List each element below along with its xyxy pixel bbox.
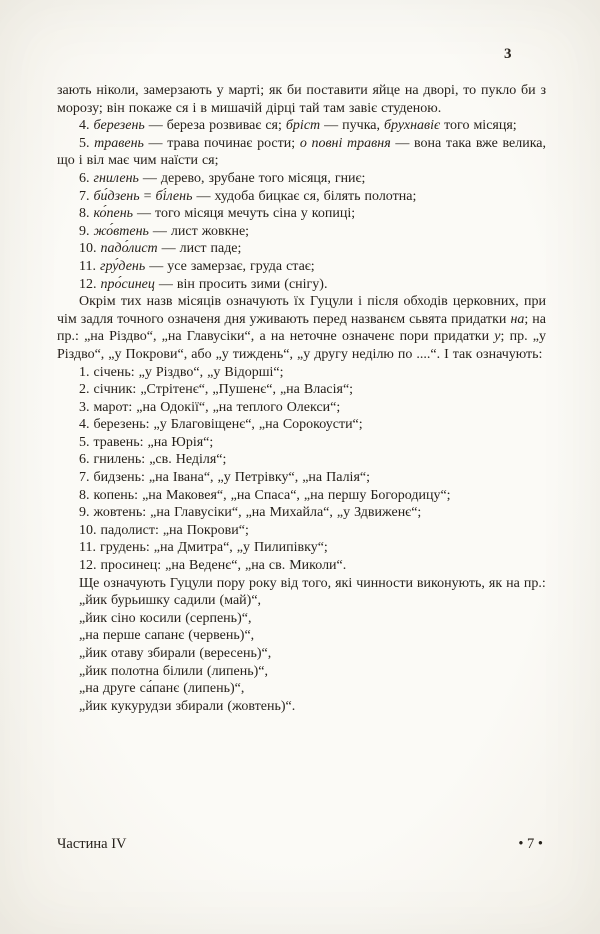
month-holidays-8 bbox=[57, 487, 546, 505]
text-segment: „йик полотна білили (липень)“, bbox=[79, 663, 269, 679]
text-segment: 6. гнилень: „св. Неділя“; bbox=[79, 452, 227, 468]
italic-term: бі́лень bbox=[155, 188, 193, 204]
italic-term: ко́пень bbox=[93, 206, 134, 222]
month-holidays-7 bbox=[57, 469, 546, 487]
text-segment: „йик кукурудзи збирали (жовтень)“. bbox=[79, 698, 296, 714]
text-segment: 7. bbox=[79, 188, 94, 204]
text-segment: „на друге са́панє (липень)“, bbox=[79, 681, 245, 697]
month-holidays-3 bbox=[57, 399, 546, 417]
text-segment: — усе замерзає, груда стає; bbox=[145, 258, 315, 274]
text-segment: 5. bbox=[79, 135, 95, 151]
text-segment: „йик сіно косили (серпень)“, bbox=[79, 610, 252, 626]
text-segment: 2. січник: „Стрітенє“, „Пушенє“, „на Власія“; bbox=[79, 382, 354, 398]
activity-quote-3 bbox=[79, 627, 546, 645]
text-segment: 6. bbox=[79, 170, 94, 186]
month-definition-10 bbox=[57, 240, 546, 258]
activity-quote-5 bbox=[79, 663, 546, 681]
text-segment: „на перше сапанє (червень)“, bbox=[79, 628, 255, 644]
text-segment: зають ніколи, замерзають у марті; як би поставити яйце на дворі, то пукло би з морозу; він покаже ся і в мишачій дірці тай там завіє студеною. bbox=[57, 83, 546, 116]
italic-term: би́дзень bbox=[93, 188, 140, 204]
activity-quote-1 bbox=[79, 592, 546, 610]
text-segment: Ще означують Гуцули пору року від того, які чинности виконують, як на пр.: bbox=[79, 575, 546, 591]
activity-quote-6 bbox=[79, 680, 546, 698]
page-body bbox=[57, 82, 546, 715]
text-segment: — лист жовкне; bbox=[148, 223, 250, 239]
text-segment: того місяця; bbox=[440, 118, 517, 134]
page-footer bbox=[57, 836, 543, 853]
text-segment: = bbox=[139, 188, 156, 204]
text-segment: 8. bbox=[79, 206, 94, 222]
text-segment: ; на пр.: „на Різдво“, „на Главусіки“, а на неточне означенє пори придатки bbox=[57, 311, 546, 345]
text-segment: 4. березень: „у Благовіщенє“, „на Сорокоусти“; bbox=[79, 417, 363, 433]
italic-term: брухнавіє bbox=[384, 118, 441, 134]
activity-quote-7 bbox=[79, 698, 546, 716]
text-segment: 11. грудень: „на Дмитра“, „у Пилипівку“; bbox=[79, 540, 328, 556]
italic-term: о повні травня bbox=[299, 135, 391, 151]
italic-term: гнилень bbox=[93, 170, 139, 186]
text-segment: 5. травень: „на Юрія“; bbox=[79, 434, 214, 450]
text-segment: 12. bbox=[79, 276, 101, 292]
page-number: 3 bbox=[504, 46, 512, 62]
text-segment: 12. просинец: „на Веденє“, „на св. Миколи“. bbox=[79, 558, 347, 574]
footer-part-label: Частина IV bbox=[57, 836, 127, 852]
text-segment: 9. жовтень: „на Главусіки“, „на Михайла“, „у Здвиженє“; bbox=[79, 505, 422, 521]
text-segment: „йик бурьишку садили (май)“, bbox=[79, 593, 262, 609]
month-holidays-10 bbox=[57, 522, 546, 540]
text-segment: — пучка, bbox=[320, 118, 384, 134]
continuation-paragraph bbox=[57, 82, 546, 117]
text-segment: Окрім тих назв місяців означують їх Гуцули і після обходів церковних, при чім задля точного означеня дня уживають перед названєм сьвята придатки bbox=[57, 294, 546, 327]
activity-quote-2 bbox=[79, 610, 546, 628]
italic-term: травень bbox=[94, 135, 144, 151]
italic-term: березень bbox=[93, 118, 145, 134]
text-segment: ; пр. „у Різдво“, „у Покрови“, або „у тиждень“, „у другу неділю по ....“. І так означують: bbox=[57, 329, 546, 362]
text-segment: „йик отаву збирали (вересень)“, bbox=[79, 646, 272, 661]
text-segment: 9. bbox=[79, 223, 94, 239]
explanation-paragraph bbox=[57, 293, 546, 363]
month-definition-5 bbox=[57, 135, 546, 170]
text-segment: — вона така вже велика, що і віл має чим наїсти ся; bbox=[57, 135, 546, 169]
footer-page-number: • 7 • bbox=[518, 836, 543, 852]
month-holidays-1 bbox=[57, 364, 546, 382]
month-holidays-2 bbox=[57, 381, 546, 399]
text-segment: — того місяця мечуть сіна у копиці; bbox=[133, 206, 356, 222]
month-holidays-4 bbox=[57, 416, 546, 434]
text-segment: — трава починає рости; bbox=[143, 135, 300, 151]
text-segment: — береза розвиває ся; bbox=[144, 118, 286, 134]
month-definition-9 bbox=[57, 223, 546, 241]
month-definition-12 bbox=[57, 276, 546, 294]
text-segment: 10. падолист: „на Покрови“; bbox=[79, 522, 249, 538]
text-segment: — він просить зими (снігу). bbox=[154, 276, 328, 292]
text-segment: 4. bbox=[79, 118, 94, 134]
text-segment: — лист паде; bbox=[157, 241, 242, 257]
month-definition-6 bbox=[57, 170, 546, 188]
month-holidays-6 bbox=[57, 451, 546, 469]
month-definition-4 bbox=[57, 117, 546, 135]
text-segment: 7. бидзень: „на Івана“, „у Петрівку“, „на Палія“; bbox=[79, 470, 370, 486]
month-definition-11 bbox=[57, 258, 546, 276]
month-definition-7 bbox=[57, 188, 546, 206]
text-segment: 10. bbox=[79, 241, 101, 257]
month-holidays-5 bbox=[57, 434, 546, 452]
text-segment: — дерево, зрубане того місяця, гниє; bbox=[138, 170, 366, 186]
italic-term: на bbox=[510, 311, 525, 327]
italic-term: про́синец bbox=[100, 276, 155, 292]
month-holidays-11 bbox=[57, 539, 546, 557]
italic-term: жо́втень bbox=[93, 223, 149, 239]
text-segment: — худоба бицкає ся, білять полотна; bbox=[192, 188, 417, 204]
text-segment: 8. копень: „на Маковея“, „на Спаса“, „на першу Богородицу“; bbox=[79, 487, 451, 503]
activities-intro bbox=[57, 575, 546, 593]
month-holidays-9 bbox=[57, 504, 546, 522]
activity-quote-4 bbox=[79, 645, 546, 663]
month-holidays-12 bbox=[57, 557, 546, 575]
italic-term: гру́день bbox=[99, 258, 146, 274]
italic-term: бріст bbox=[285, 118, 321, 134]
text-segment: 3. марот: „на Одокії“, „на теплого Олекси“; bbox=[79, 399, 341, 415]
text-segment: 1. січень: „у Різдво“, „у Відорші“; bbox=[79, 364, 284, 380]
month-definition-8 bbox=[57, 205, 546, 223]
italic-term: у bbox=[494, 329, 501, 345]
italic-term: падо́лист bbox=[100, 241, 158, 257]
text-segment: 11. bbox=[79, 258, 100, 274]
